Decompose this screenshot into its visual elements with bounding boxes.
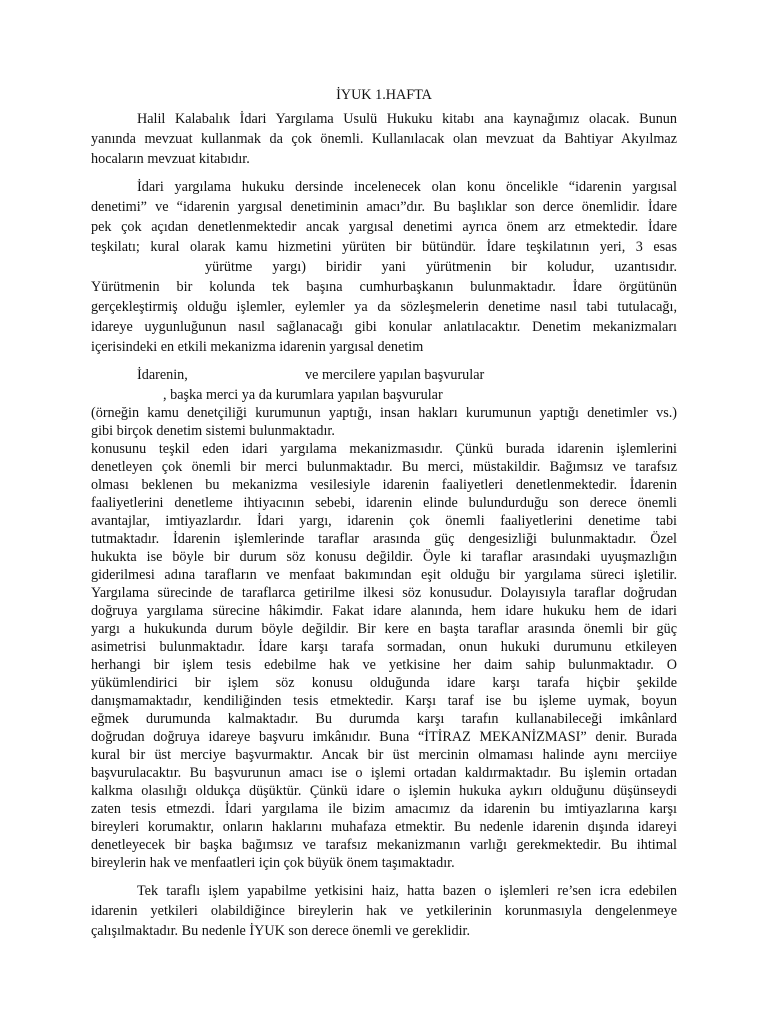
- text-line: teşkilatı; kural olarak kamu hizmetini yürüten bir bütündür. İdare teşkilatının yeri, 3 esas: [91, 239, 677, 255]
- text-line: gibi birçok denetim sistemi bulunmaktadır.: [91, 423, 335, 439]
- text-line: tutmaktadır. İdarenin işlemlerinde taraflar arasında güç dengesizliği bulunmaktadır. Özel: [91, 531, 677, 547]
- text-line: gerçekleştirmiş olduğu işlemler, eylemler ya da sözleşmelerin denetime nasıl tabi tutulacağı,: [91, 299, 677, 315]
- text-line: danışmamaktadır, kendiliğinden tesis etmektedir. Karşı taraf ise bu işleme uymak, boyun: [91, 693, 677, 709]
- text-line: bireyleri korumaktır, onların haklarını muhafaza etmektir. Bu nedenle idarenin dışında idareyi: [91, 819, 677, 835]
- text-line: denetleyecek bir başka bağımsız ve tarafsız mekanizmanın varlığı gerekmektedir. Bu ihtimal: [91, 837, 677, 853]
- text-line: yürütme yargı) biridir yani yürütmenin bir koludur, uzantısıdır.: [205, 259, 677, 275]
- text-line: başvurulacaktır. Bu başvurunun amacı ise o işlemi ortadan kaldırmaktadır. Bu işlemin ortadan: [91, 765, 677, 781]
- text-line: yargı a hukukunda durum böyle değildir. Bir kere en başta taraflar arasında önemli bir güç: [91, 621, 677, 637]
- text-line: yükümlendirici bir işlem söz konusu olduğunda idare karşı tarafa hiçbir şekilde: [91, 675, 677, 691]
- text-line: içerisindeki en etkili mekanizma idarenin yargısal denetim: [91, 339, 424, 355]
- text-line: , başka merci ya da kurumlara yapılan başvurular: [163, 387, 443, 403]
- text-line: Halil Kalabalık İdari Yargılama Usulü Hukuku kitabı ana kaynağımız olacak. Bunun: [137, 111, 677, 127]
- text-line: ve mercilere yapılan başvurular: [305, 367, 485, 383]
- text-line: İdarenin,: [137, 367, 188, 383]
- text-line: doğruya yargılama sürecine hâkimdir. Fakat idare alanında, hem idare hukuku hem de idari: [91, 603, 677, 619]
- text-line: denetimi” ve “idarenin yargısal denetiminin amacı”dır. Bu başlıklar son derce önemlidir. İdare: [91, 199, 677, 215]
- text-line: faaliyetlerini denetleme ihtiyacının sebebi, idarenin elinde bulundurduğu son derece önemli: [91, 495, 677, 511]
- text-line: herhangi bir işlem tesis edebilme hak ve yetkisine her daim sahip bulunmaktadır. O: [91, 657, 677, 673]
- text-line: kalkma olasılığı oldukça düşüktür. Çünkü idare o işlemin hukuka aykırı olduğunu düşünseydi: [91, 783, 677, 799]
- text-line: (örneğin kamu denetçiliği kurumunun yaptığı, insan hakları kurumunun yaptığı denetimler vs.): [91, 405, 677, 421]
- text-line: çalışılmaktadır. Bu nedenle İYUK son derece önemli ve gereklidir.: [91, 923, 471, 939]
- text-line: İdari yargılama hukuku dersinde incelenecek olan konu öncelikle “idarenin yargısal: [137, 179, 677, 195]
- text-line: doğrudan doğruya idareye başvuru imkânıdır. Buna “İTİRAZ MEKANİZMASI” denir. Burada: [91, 729, 677, 745]
- text-line: avantajlar, imtiyazlardır. İdari yargı, idarenin çok önemli faaliyetlerini denetime tabi: [91, 513, 677, 529]
- text-line: bireylerin hak ve menfaatleri için çok büyük önem taşımaktadır.: [91, 855, 455, 871]
- text-line: Yürütmenin bir kolunda tek başına cumhurbaşkanın bulunmaktadır. İdare örgütünün: [91, 279, 677, 295]
- text-line: denetleyen çok önemli bir merci bulunmaktadır. Bu merci, müstakildir. Bağımsız ve tarafsız: [91, 459, 677, 475]
- text-line: asimetrisi bulunmaktadır. İdare karşı tarafa sormadan, onun hukuki durumunu etkileyen: [91, 639, 677, 655]
- text-line: kural bir üst merciye başvurmaktır. Ancak bir üst mercinin olmaması halinde aynı merciiye: [91, 747, 677, 763]
- text-line: hocaların mevzuat kitabıdır.: [91, 151, 250, 167]
- text-line: yanında mevzuat kullanmak da çok önemli. Kullanılacak olan mevzuat da Bahtiyar Akyılmaz: [91, 131, 677, 147]
- text-line: idareye uygunluğunun nasıl sağlanacağı gibi konular anlatılacaktır. Denetim mekanizmaları: [91, 319, 677, 335]
- text-line: konusunu teşkil eden idari yargılama mekanizmasıdır. Çünkü burada idarenin işlemlerini: [91, 441, 677, 457]
- text-line: pek çok açıdan denetlenmektedir ancak yargısal denetimi ayrıca önem arz etmektedir. İdare: [91, 219, 677, 235]
- text-line: eğmek durumunda kalmaktadır. Bu durumda karşı tarafın kullanabileceği imkânlard: [91, 711, 677, 727]
- text-line: zaten tesis etmezdi. İdari yargılama ile bizim amacımız da idarenin bu imtiyazlarına karşı: [91, 801, 677, 817]
- text-line: Tek taraflı işlem yapabilme yetkisini haiz, hatta bazen o işlemleri re’sen icra edebilen: [137, 883, 677, 899]
- text-line: Yargılama sürecinde de taraflarca getirilme ilkesi söz konusudur. Dolayısıyla taraflar doğrudan: [91, 585, 677, 601]
- text-line: giderilmesi adına tarafların ve menfaat bakımından eşit olduğu bir yargılama süreci işletilir.: [91, 567, 677, 583]
- page-title: İYUK 1.HAFTA: [336, 87, 432, 103]
- text-line: idarenin yetkileri olabildiğince bireylerin hak ve yetkilerinin korunmasıyla dengelenmeye: [91, 903, 677, 919]
- text-line: hukukta ise böyle bir durum söz konusu değildir. Öyle ki taraflar arasındaki uyuşmazlığın: [91, 549, 677, 565]
- text-line: olması beklenen bu mekanizma vesilesiyle idarenin faaliyetleri denetlenmektedir. İdarenin: [91, 477, 677, 493]
